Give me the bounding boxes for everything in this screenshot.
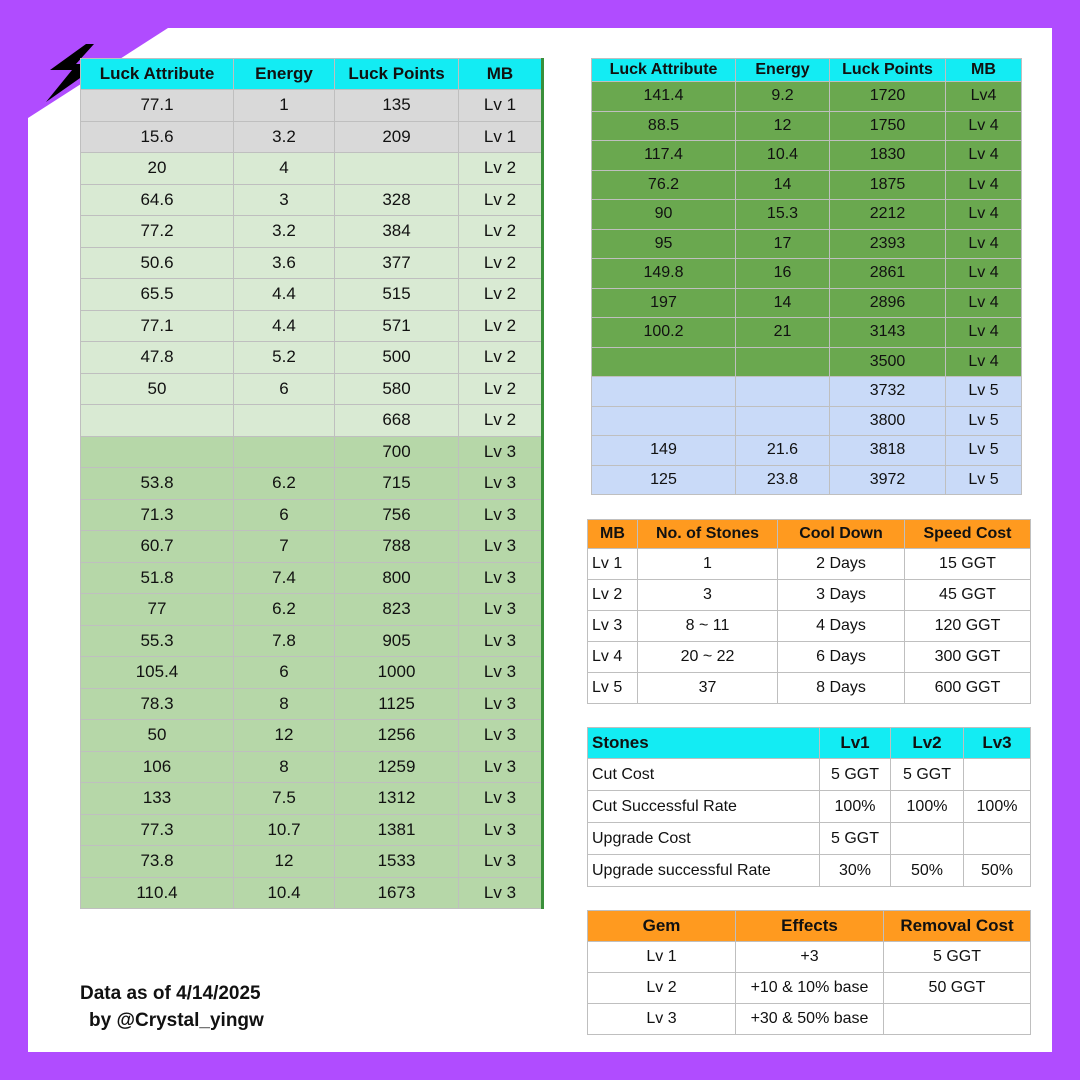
table-row bbox=[81, 688, 543, 720]
table-cell bbox=[592, 347, 736, 377]
header-lv1: Lv1 bbox=[820, 728, 891, 759]
table-cell: Lv 4 bbox=[946, 141, 1022, 171]
table-row bbox=[592, 436, 1022, 466]
table-cell: 106 bbox=[81, 751, 234, 783]
table-cell: 21 bbox=[736, 318, 830, 348]
table-cell: 47.8 bbox=[81, 342, 234, 374]
table-cell: 580 bbox=[335, 373, 459, 405]
table-cell: 1875 bbox=[830, 170, 946, 200]
table-cell: 800 bbox=[335, 562, 459, 594]
table-cell: 6.2 bbox=[234, 468, 335, 500]
footer-credit bbox=[80, 980, 264, 1034]
header-lv3: Lv3 bbox=[964, 728, 1031, 759]
table-row bbox=[81, 153, 543, 185]
header-luck-attribute: Luck Attribute bbox=[592, 59, 736, 82]
stones-table bbox=[587, 727, 1031, 887]
table-cell: 77.1 bbox=[81, 90, 234, 122]
table-cell bbox=[592, 406, 736, 436]
table-cell: 23.8 bbox=[736, 465, 830, 495]
author-credit-text: by @Crystal_yingw bbox=[89, 1010, 264, 1031]
table-cell: 209 bbox=[335, 121, 459, 153]
table-cell: 515 bbox=[335, 279, 459, 311]
table-cell: 17 bbox=[736, 229, 830, 259]
table-cell: 1381 bbox=[335, 814, 459, 846]
table-row bbox=[81, 216, 543, 248]
table-cell: Lv 2 bbox=[459, 184, 543, 216]
table-cell: Lv 4 bbox=[946, 229, 1022, 259]
table-cell: 149 bbox=[592, 436, 736, 466]
mb-level-table bbox=[587, 519, 1031, 704]
table-cell: 20 bbox=[81, 153, 234, 185]
table-cell: 1750 bbox=[830, 111, 946, 141]
table-cell: +3 bbox=[736, 942, 884, 973]
table-row bbox=[81, 594, 543, 626]
table-row bbox=[81, 90, 543, 122]
table-cell: 3.2 bbox=[234, 216, 335, 248]
table-cell: 10.4 bbox=[736, 141, 830, 171]
table-cell: 4.4 bbox=[234, 310, 335, 342]
table-cell: 77.2 bbox=[81, 216, 234, 248]
header-energy: Energy bbox=[736, 59, 830, 82]
table-cell: +10 & 10% base bbox=[736, 973, 884, 1004]
table-cell: 2212 bbox=[830, 200, 946, 230]
table-cell: 51.8 bbox=[81, 562, 234, 594]
table-cell: 90 bbox=[592, 200, 736, 230]
table-cell: 756 bbox=[335, 499, 459, 531]
table-cell: 2861 bbox=[830, 259, 946, 289]
table-cell: 12 bbox=[234, 720, 335, 752]
table-cell: Lv 4 bbox=[946, 200, 1022, 230]
table-cell: 15 GGT bbox=[905, 549, 1031, 580]
header-mb: MB bbox=[946, 59, 1022, 82]
luck-table-lv4-5 bbox=[591, 58, 1022, 495]
table-cell: 1 bbox=[638, 549, 778, 580]
table-cell: 5 GGT bbox=[884, 942, 1031, 973]
table-cell: Lv 3 bbox=[459, 436, 543, 468]
table-cell: 77.3 bbox=[81, 814, 234, 846]
table-cell: Lv 2 bbox=[459, 247, 543, 279]
table-cell: Lv 5 bbox=[946, 406, 1022, 436]
table-cell: 1312 bbox=[335, 783, 459, 815]
header-effects: Effects bbox=[736, 911, 884, 942]
table-cell: 715 bbox=[335, 468, 459, 500]
table-cell bbox=[592, 377, 736, 407]
header-speed-cost: Speed Cost bbox=[905, 520, 1031, 549]
table-cell: Lv 4 bbox=[946, 347, 1022, 377]
table-cell: 50 bbox=[81, 720, 234, 752]
table-cell: 50 GGT bbox=[884, 973, 1031, 1004]
header-gem: Gem bbox=[588, 911, 736, 942]
table-cell: 77 bbox=[81, 594, 234, 626]
luck-table-lv1-3 bbox=[80, 58, 544, 909]
table-cell: 14 bbox=[736, 170, 830, 200]
table-cell bbox=[234, 436, 335, 468]
table-row bbox=[588, 759, 1031, 791]
table-cell: 3732 bbox=[830, 377, 946, 407]
table-cell bbox=[736, 377, 830, 407]
table-row bbox=[81, 877, 543, 909]
table-cell: 3800 bbox=[830, 406, 946, 436]
table-row bbox=[81, 373, 543, 405]
table-body bbox=[592, 82, 1022, 495]
table-cell: 120 GGT bbox=[905, 611, 1031, 642]
table-cell: 77.1 bbox=[81, 310, 234, 342]
table-row bbox=[592, 111, 1022, 141]
table-cell: 6 bbox=[234, 373, 335, 405]
table-cell: 3 Days bbox=[778, 580, 905, 611]
table-cell: 60.7 bbox=[81, 531, 234, 563]
table-row bbox=[81, 436, 543, 468]
table-cell: 3972 bbox=[830, 465, 946, 495]
table-cell: Lv 4 bbox=[946, 170, 1022, 200]
table-cell: 500 bbox=[335, 342, 459, 374]
table-header-row bbox=[588, 520, 1031, 549]
table-row bbox=[81, 814, 543, 846]
table-cell: 110.4 bbox=[81, 877, 234, 909]
table-row bbox=[81, 342, 543, 374]
header-no-of-stones: No. of Stones bbox=[638, 520, 778, 549]
table-cell: 6 Days bbox=[778, 642, 905, 673]
table-cell bbox=[964, 823, 1031, 855]
table-cell: 10.7 bbox=[234, 814, 335, 846]
table-cell: 600 GGT bbox=[905, 673, 1031, 704]
table-cell: 3818 bbox=[830, 436, 946, 466]
table-cell: 5 GGT bbox=[820, 759, 891, 791]
table-cell: Cut Cost bbox=[588, 759, 820, 791]
table-cell: 133 bbox=[81, 783, 234, 815]
table-cell: 1533 bbox=[335, 846, 459, 878]
header-cool-down: Cool Down bbox=[778, 520, 905, 549]
table-cell: 1259 bbox=[335, 751, 459, 783]
table-cell: 12 bbox=[234, 846, 335, 878]
table-cell: 197 bbox=[592, 288, 736, 318]
table-cell: Lv 3 bbox=[459, 783, 543, 815]
table-cell: 1673 bbox=[335, 877, 459, 909]
table-row bbox=[592, 82, 1022, 112]
table-cell: Upgrade successful Rate bbox=[588, 855, 820, 887]
table-cell: 125 bbox=[592, 465, 736, 495]
table-cell: 4.4 bbox=[234, 279, 335, 311]
table-cell: 8 bbox=[234, 751, 335, 783]
table-cell: 3.2 bbox=[234, 121, 335, 153]
table-cell: 37 bbox=[638, 673, 778, 704]
table-cell: 71.3 bbox=[81, 499, 234, 531]
table-cell bbox=[891, 823, 964, 855]
table-row bbox=[592, 229, 1022, 259]
table-header-row bbox=[81, 59, 543, 90]
table-cell: Lv 3 bbox=[459, 720, 543, 752]
table-cell: 7.5 bbox=[234, 783, 335, 815]
table-cell bbox=[335, 153, 459, 185]
table-cell: 2896 bbox=[830, 288, 946, 318]
table-body bbox=[588, 942, 1031, 1035]
table-cell: Lv 3 bbox=[459, 594, 543, 626]
table-cell: 21.6 bbox=[736, 436, 830, 466]
table-cell: Lv 3 bbox=[459, 751, 543, 783]
table-cell: 8 bbox=[234, 688, 335, 720]
table-cell: 100.2 bbox=[592, 318, 736, 348]
table-cell: Lv 2 bbox=[459, 405, 543, 437]
table-cell: 2 Days bbox=[778, 549, 905, 580]
table-cell: 14 bbox=[736, 288, 830, 318]
table-row bbox=[81, 625, 543, 657]
table-cell: 95 bbox=[592, 229, 736, 259]
header-luck-points: Luck Points bbox=[830, 59, 946, 82]
table-cell: 1125 bbox=[335, 688, 459, 720]
table-header-row bbox=[588, 728, 1031, 759]
table-cell: Lv 3 bbox=[459, 499, 543, 531]
table-row bbox=[592, 406, 1022, 436]
table-cell: 8 Days bbox=[778, 673, 905, 704]
table-cell: 3143 bbox=[830, 318, 946, 348]
table-cell: 1256 bbox=[335, 720, 459, 752]
table-row bbox=[81, 562, 543, 594]
table-cell: 10.4 bbox=[234, 877, 335, 909]
table-cell bbox=[736, 347, 830, 377]
table-cell: Lv 3 bbox=[459, 531, 543, 563]
table-cell: Lv 4 bbox=[588, 642, 638, 673]
table-cell: Lv 3 bbox=[459, 814, 543, 846]
table-row bbox=[81, 279, 543, 311]
table-cell: Lv 5 bbox=[946, 465, 1022, 495]
data-date-text: Data as of 4/14/2025 bbox=[80, 983, 261, 1004]
table-row bbox=[81, 247, 543, 279]
table-cell: Lv 2 bbox=[459, 153, 543, 185]
table-cell: Lv 3 bbox=[459, 657, 543, 689]
table-cell: Lv 4 bbox=[946, 288, 1022, 318]
table-cell: Lv 2 bbox=[588, 973, 736, 1004]
table-cell: 55.3 bbox=[81, 625, 234, 657]
table-cell: 50.6 bbox=[81, 247, 234, 279]
table-body bbox=[588, 759, 1031, 887]
table-cell: 30% bbox=[820, 855, 891, 887]
table-row bbox=[592, 141, 1022, 171]
table-row bbox=[81, 121, 543, 153]
table-row bbox=[81, 184, 543, 216]
table-cell: 5 GGT bbox=[891, 759, 964, 791]
table-cell: 100% bbox=[820, 791, 891, 823]
table-cell: 571 bbox=[335, 310, 459, 342]
table-cell: 20 ~ 22 bbox=[638, 642, 778, 673]
table-cell: 4 bbox=[234, 153, 335, 185]
table-cell: 100% bbox=[964, 791, 1031, 823]
header-lv2: Lv2 bbox=[891, 728, 964, 759]
table-cell: 135 bbox=[335, 90, 459, 122]
table-cell: 73.8 bbox=[81, 846, 234, 878]
table-cell: 7.8 bbox=[234, 625, 335, 657]
table-cell: 64.6 bbox=[81, 184, 234, 216]
table-cell: 700 bbox=[335, 436, 459, 468]
table-cell: 141.4 bbox=[592, 82, 736, 112]
table-cell: 117.4 bbox=[592, 141, 736, 171]
table-row bbox=[588, 673, 1031, 704]
header-luck-points: Luck Points bbox=[335, 59, 459, 90]
table-cell: 3.6 bbox=[234, 247, 335, 279]
table-cell: 328 bbox=[335, 184, 459, 216]
table-cell: 384 bbox=[335, 216, 459, 248]
table-row bbox=[588, 580, 1031, 611]
table-cell: Cut Successful Rate bbox=[588, 791, 820, 823]
table-row bbox=[592, 377, 1022, 407]
table-cell: 15.6 bbox=[81, 121, 234, 153]
table-cell: 6 bbox=[234, 499, 335, 531]
table-cell: 5 GGT bbox=[820, 823, 891, 855]
table-cell: Lv 1 bbox=[588, 549, 638, 580]
header-mb: MB bbox=[459, 59, 543, 90]
table-cell: 7.4 bbox=[234, 562, 335, 594]
table-cell: Lv 4 bbox=[946, 318, 1022, 348]
header-stones: Stones bbox=[588, 728, 820, 759]
table-row bbox=[592, 170, 1022, 200]
table-cell: 12 bbox=[736, 111, 830, 141]
table-cell: 1000 bbox=[335, 657, 459, 689]
table-cell: 6 bbox=[234, 657, 335, 689]
table-cell: 5.2 bbox=[234, 342, 335, 374]
table-cell: Lv4 bbox=[946, 82, 1022, 112]
header-energy: Energy bbox=[234, 59, 335, 90]
table-cell: Lv 2 bbox=[459, 373, 543, 405]
table-cell: 76.2 bbox=[592, 170, 736, 200]
table-cell: 3500 bbox=[830, 347, 946, 377]
table-cell: Lv 1 bbox=[588, 942, 736, 973]
table-cell: Lv 3 bbox=[459, 562, 543, 594]
table-row bbox=[592, 259, 1022, 289]
table-cell: Upgrade Cost bbox=[588, 823, 820, 855]
table-row bbox=[592, 200, 1022, 230]
table-cell: 3 bbox=[638, 580, 778, 611]
table-cell: 16 bbox=[736, 259, 830, 289]
table-header-row bbox=[592, 59, 1022, 82]
table-cell: 377 bbox=[335, 247, 459, 279]
table-row bbox=[588, 823, 1031, 855]
table-cell: 788 bbox=[335, 531, 459, 563]
table-row bbox=[592, 318, 1022, 348]
table-cell: Lv 3 bbox=[459, 468, 543, 500]
table-cell bbox=[234, 405, 335, 437]
table-row bbox=[588, 1004, 1031, 1035]
table-cell: Lv 5 bbox=[946, 436, 1022, 466]
table-cell: 1 bbox=[234, 90, 335, 122]
table-cell: 1720 bbox=[830, 82, 946, 112]
table-body bbox=[81, 90, 543, 909]
table-row bbox=[588, 855, 1031, 887]
table-cell: Lv 3 bbox=[588, 611, 638, 642]
table-row bbox=[81, 405, 543, 437]
table-cell: 50 bbox=[81, 373, 234, 405]
table-cell: 905 bbox=[335, 625, 459, 657]
table-cell: 3 bbox=[234, 184, 335, 216]
table-row bbox=[81, 310, 543, 342]
table-cell: Lv 1 bbox=[459, 90, 543, 122]
table-cell: Lv 4 bbox=[946, 259, 1022, 289]
table-cell: 6.2 bbox=[234, 594, 335, 626]
table-cell: 7 bbox=[234, 531, 335, 563]
table-row bbox=[592, 288, 1022, 318]
table-row bbox=[81, 657, 543, 689]
table-row bbox=[81, 720, 543, 752]
table-cell: Lv 3 bbox=[459, 625, 543, 657]
header-luck-attribute: Luck Attribute bbox=[81, 59, 234, 90]
table-cell: 2393 bbox=[830, 229, 946, 259]
table-cell: 105.4 bbox=[81, 657, 234, 689]
table-cell: Lv 3 bbox=[459, 877, 543, 909]
table-row bbox=[588, 973, 1031, 1004]
table-row bbox=[592, 465, 1022, 495]
table-cell: 1830 bbox=[830, 141, 946, 171]
table-cell: Lv 2 bbox=[459, 279, 543, 311]
table-cell: Lv 2 bbox=[459, 342, 543, 374]
table-cell: 65.5 bbox=[81, 279, 234, 311]
table-row bbox=[592, 347, 1022, 377]
table-cell bbox=[81, 436, 234, 468]
table-row bbox=[81, 468, 543, 500]
table-row bbox=[81, 783, 543, 815]
table-cell: 668 bbox=[335, 405, 459, 437]
table-cell: 8 ~ 11 bbox=[638, 611, 778, 642]
table-cell: 100% bbox=[891, 791, 964, 823]
table-row bbox=[588, 791, 1031, 823]
table-cell: Lv 5 bbox=[588, 673, 638, 704]
table-row bbox=[81, 846, 543, 878]
table-cell bbox=[81, 405, 234, 437]
table-cell: 15.3 bbox=[736, 200, 830, 230]
table-cell: 823 bbox=[335, 594, 459, 626]
table-cell: 300 GGT bbox=[905, 642, 1031, 673]
table-cell: +30 & 50% base bbox=[736, 1004, 884, 1035]
table-cell: 9.2 bbox=[736, 82, 830, 112]
table-row bbox=[588, 942, 1031, 973]
table-cell bbox=[884, 1004, 1031, 1035]
table-row bbox=[81, 751, 543, 783]
table-header-row bbox=[588, 911, 1031, 942]
table-cell bbox=[736, 406, 830, 436]
table-cell: 88.5 bbox=[592, 111, 736, 141]
table-body bbox=[588, 549, 1031, 704]
table-cell: 45 GGT bbox=[905, 580, 1031, 611]
table-cell: 50% bbox=[964, 855, 1031, 887]
table-cell: Lv 1 bbox=[459, 121, 543, 153]
table-cell: 4 Days bbox=[778, 611, 905, 642]
table-cell: 78.3 bbox=[81, 688, 234, 720]
table-cell: Lv 2 bbox=[459, 310, 543, 342]
table-cell bbox=[964, 759, 1031, 791]
table-row bbox=[588, 642, 1031, 673]
table-cell: Lv 3 bbox=[459, 688, 543, 720]
gem-table bbox=[587, 910, 1031, 1035]
header-mb: MB bbox=[588, 520, 638, 549]
table-cell: Lv 2 bbox=[588, 580, 638, 611]
table-row bbox=[81, 531, 543, 563]
table-cell: 53.8 bbox=[81, 468, 234, 500]
table-cell: Lv 5 bbox=[946, 377, 1022, 407]
table-cell: Lv 4 bbox=[946, 111, 1022, 141]
table-cell: 149.8 bbox=[592, 259, 736, 289]
header-removal-cost: Removal Cost bbox=[884, 911, 1031, 942]
table-cell: 50% bbox=[891, 855, 964, 887]
table-row bbox=[588, 611, 1031, 642]
table-row bbox=[588, 549, 1031, 580]
table-cell: Lv 3 bbox=[459, 846, 543, 878]
table-row bbox=[81, 499, 543, 531]
table-cell: Lv 3 bbox=[588, 1004, 736, 1035]
table-cell: Lv 2 bbox=[459, 216, 543, 248]
